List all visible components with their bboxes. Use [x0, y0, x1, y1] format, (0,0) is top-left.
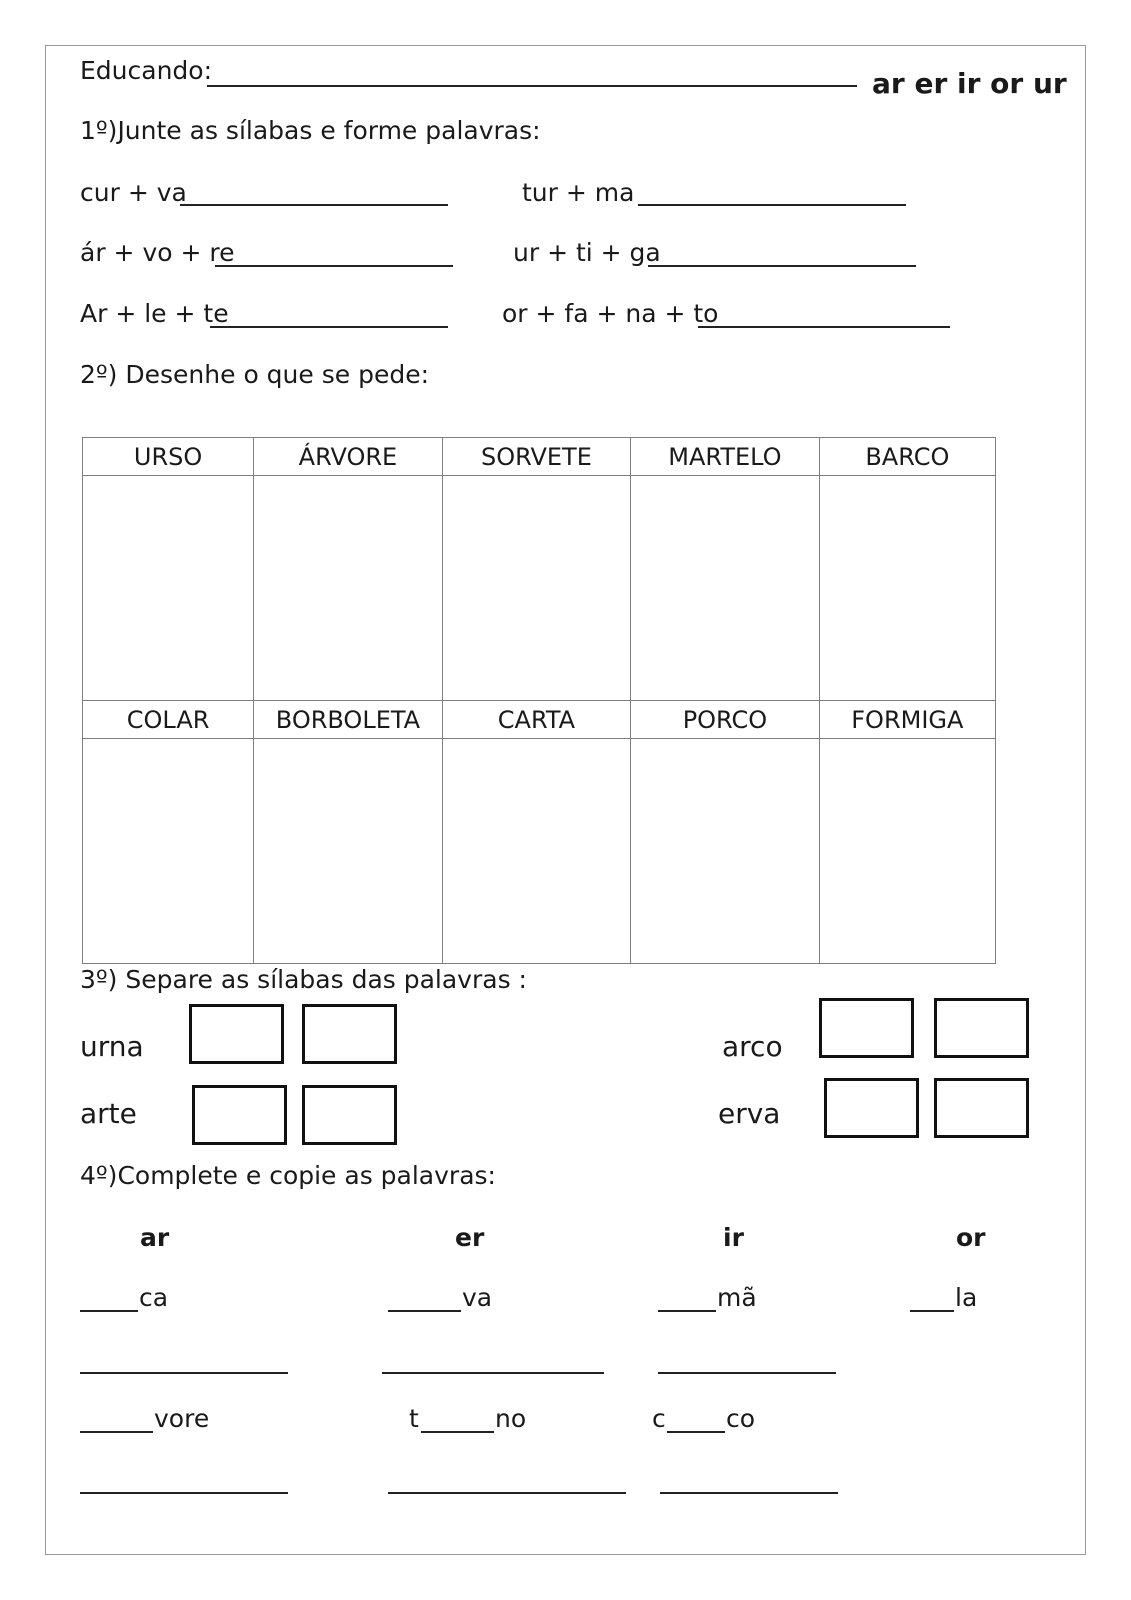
- q1-item-2: tur + ma: [522, 178, 635, 207]
- q4-suffix-vore: vore: [154, 1404, 210, 1433]
- draw-label-colar: COLAR: [83, 701, 254, 739]
- draw-label-sorvete: SORVETE: [442, 438, 631, 476]
- q4-suffix-va: va: [462, 1283, 493, 1312]
- draw-cell-sorvete[interactable]: [442, 476, 631, 701]
- draw-label-barco: BARCO: [819, 438, 995, 476]
- draw-cell-formiga[interactable]: [819, 739, 995, 964]
- q1-answer-3[interactable]: [215, 265, 453, 267]
- q4-prefix-t: t: [409, 1404, 419, 1433]
- copy-line[interactable]: [80, 1492, 288, 1494]
- draw-label-formiga: FORMIGA: [819, 701, 995, 739]
- q1-item-6: or + fa + na + to: [502, 299, 719, 328]
- q1-answer-5[interactable]: [210, 326, 448, 328]
- q2-title: 2º) Desenhe o que se pede:: [80, 360, 429, 389]
- draw-label-arvore: ÁRVORE: [254, 438, 443, 476]
- q4-prefix-c: c: [652, 1404, 666, 1433]
- q1-answer-1[interactable]: [180, 204, 448, 206]
- copy-line[interactable]: [382, 1372, 604, 1374]
- student-name-label: Educando:: [80, 56, 213, 85]
- draw-label-carta: CARTA: [442, 701, 631, 739]
- syllable-box[interactable]: [824, 1078, 919, 1138]
- q1-answer-2[interactable]: [638, 204, 906, 206]
- q1-title: 1º)Junte as sílabas e forme palavras:: [80, 116, 541, 145]
- syllable-box[interactable]: [302, 1085, 397, 1145]
- copy-line[interactable]: [388, 1492, 626, 1494]
- draw-cell-borboleta[interactable]: [254, 739, 443, 964]
- draw-label-urso: URSO: [83, 438, 254, 476]
- q1-answer-4[interactable]: [648, 265, 916, 267]
- q3-word-arco: arco: [722, 1030, 783, 1063]
- syllable-box[interactable]: [934, 998, 1029, 1058]
- q1-item-1: cur + va: [80, 178, 187, 207]
- draw-cell-colar[interactable]: [83, 739, 254, 964]
- topic-syllables: ar er ir or ur: [872, 67, 1067, 100]
- q4-header-or: or: [956, 1223, 986, 1252]
- fill-blank[interactable]: [658, 1310, 716, 1312]
- draw-label-martelo: MARTELO: [631, 438, 820, 476]
- q3-title: 3º) Separe as sílabas das palavras :: [80, 965, 527, 994]
- copy-line[interactable]: [660, 1492, 838, 1494]
- q4-suffix-co: co: [726, 1404, 756, 1433]
- copy-line[interactable]: [80, 1372, 288, 1374]
- draw-cell-urso[interactable]: [83, 476, 254, 701]
- draw-cell-carta[interactable]: [442, 739, 631, 964]
- drawing-table: [82, 437, 996, 964]
- fill-blank[interactable]: [421, 1431, 494, 1433]
- draw-cell-porco[interactable]: [631, 739, 820, 964]
- q4-suffix-no: no: [495, 1404, 527, 1433]
- fill-blank[interactable]: [910, 1310, 954, 1312]
- q3-word-urna: urna: [80, 1030, 144, 1063]
- q1-item-4: ur + ti + ga: [513, 238, 661, 267]
- q4-header-ar: ar: [140, 1223, 170, 1252]
- draw-cell-barco[interactable]: [819, 476, 995, 701]
- draw-label-porco: PORCO: [631, 701, 820, 739]
- draw-cell-martelo[interactable]: [631, 476, 820, 701]
- student-name-blank[interactable]: [207, 85, 857, 87]
- q3-word-arte: arte: [80, 1097, 137, 1130]
- q1-item-5: Ar + le + te: [80, 299, 229, 328]
- syllable-box[interactable]: [189, 1004, 284, 1064]
- draw-cell-arvore[interactable]: [254, 476, 443, 701]
- q4-header-er: er: [455, 1223, 485, 1252]
- draw-label-borboleta: BORBOLETA: [254, 701, 443, 739]
- syllable-box[interactable]: [192, 1085, 287, 1145]
- syllable-box[interactable]: [819, 998, 914, 1058]
- q4-header-ir: ir: [723, 1223, 744, 1252]
- q4-suffix-ca: ca: [139, 1283, 169, 1312]
- syllable-box[interactable]: [934, 1078, 1029, 1138]
- fill-blank[interactable]: [388, 1310, 461, 1312]
- q1-item-3: ár + vo + re: [80, 238, 235, 267]
- fill-blank[interactable]: [80, 1310, 138, 1312]
- q4-title: 4º)Complete e copie as palavras:: [80, 1161, 496, 1190]
- q4-suffix-ma: mã: [717, 1283, 757, 1312]
- q3-word-erva: erva: [718, 1097, 781, 1130]
- fill-blank[interactable]: [667, 1431, 725, 1433]
- syllable-box[interactable]: [302, 1004, 397, 1064]
- copy-line[interactable]: [658, 1372, 836, 1374]
- fill-blank[interactable]: [80, 1431, 153, 1433]
- q4-suffix-la: la: [955, 1283, 978, 1312]
- q1-answer-6[interactable]: [698, 326, 950, 328]
